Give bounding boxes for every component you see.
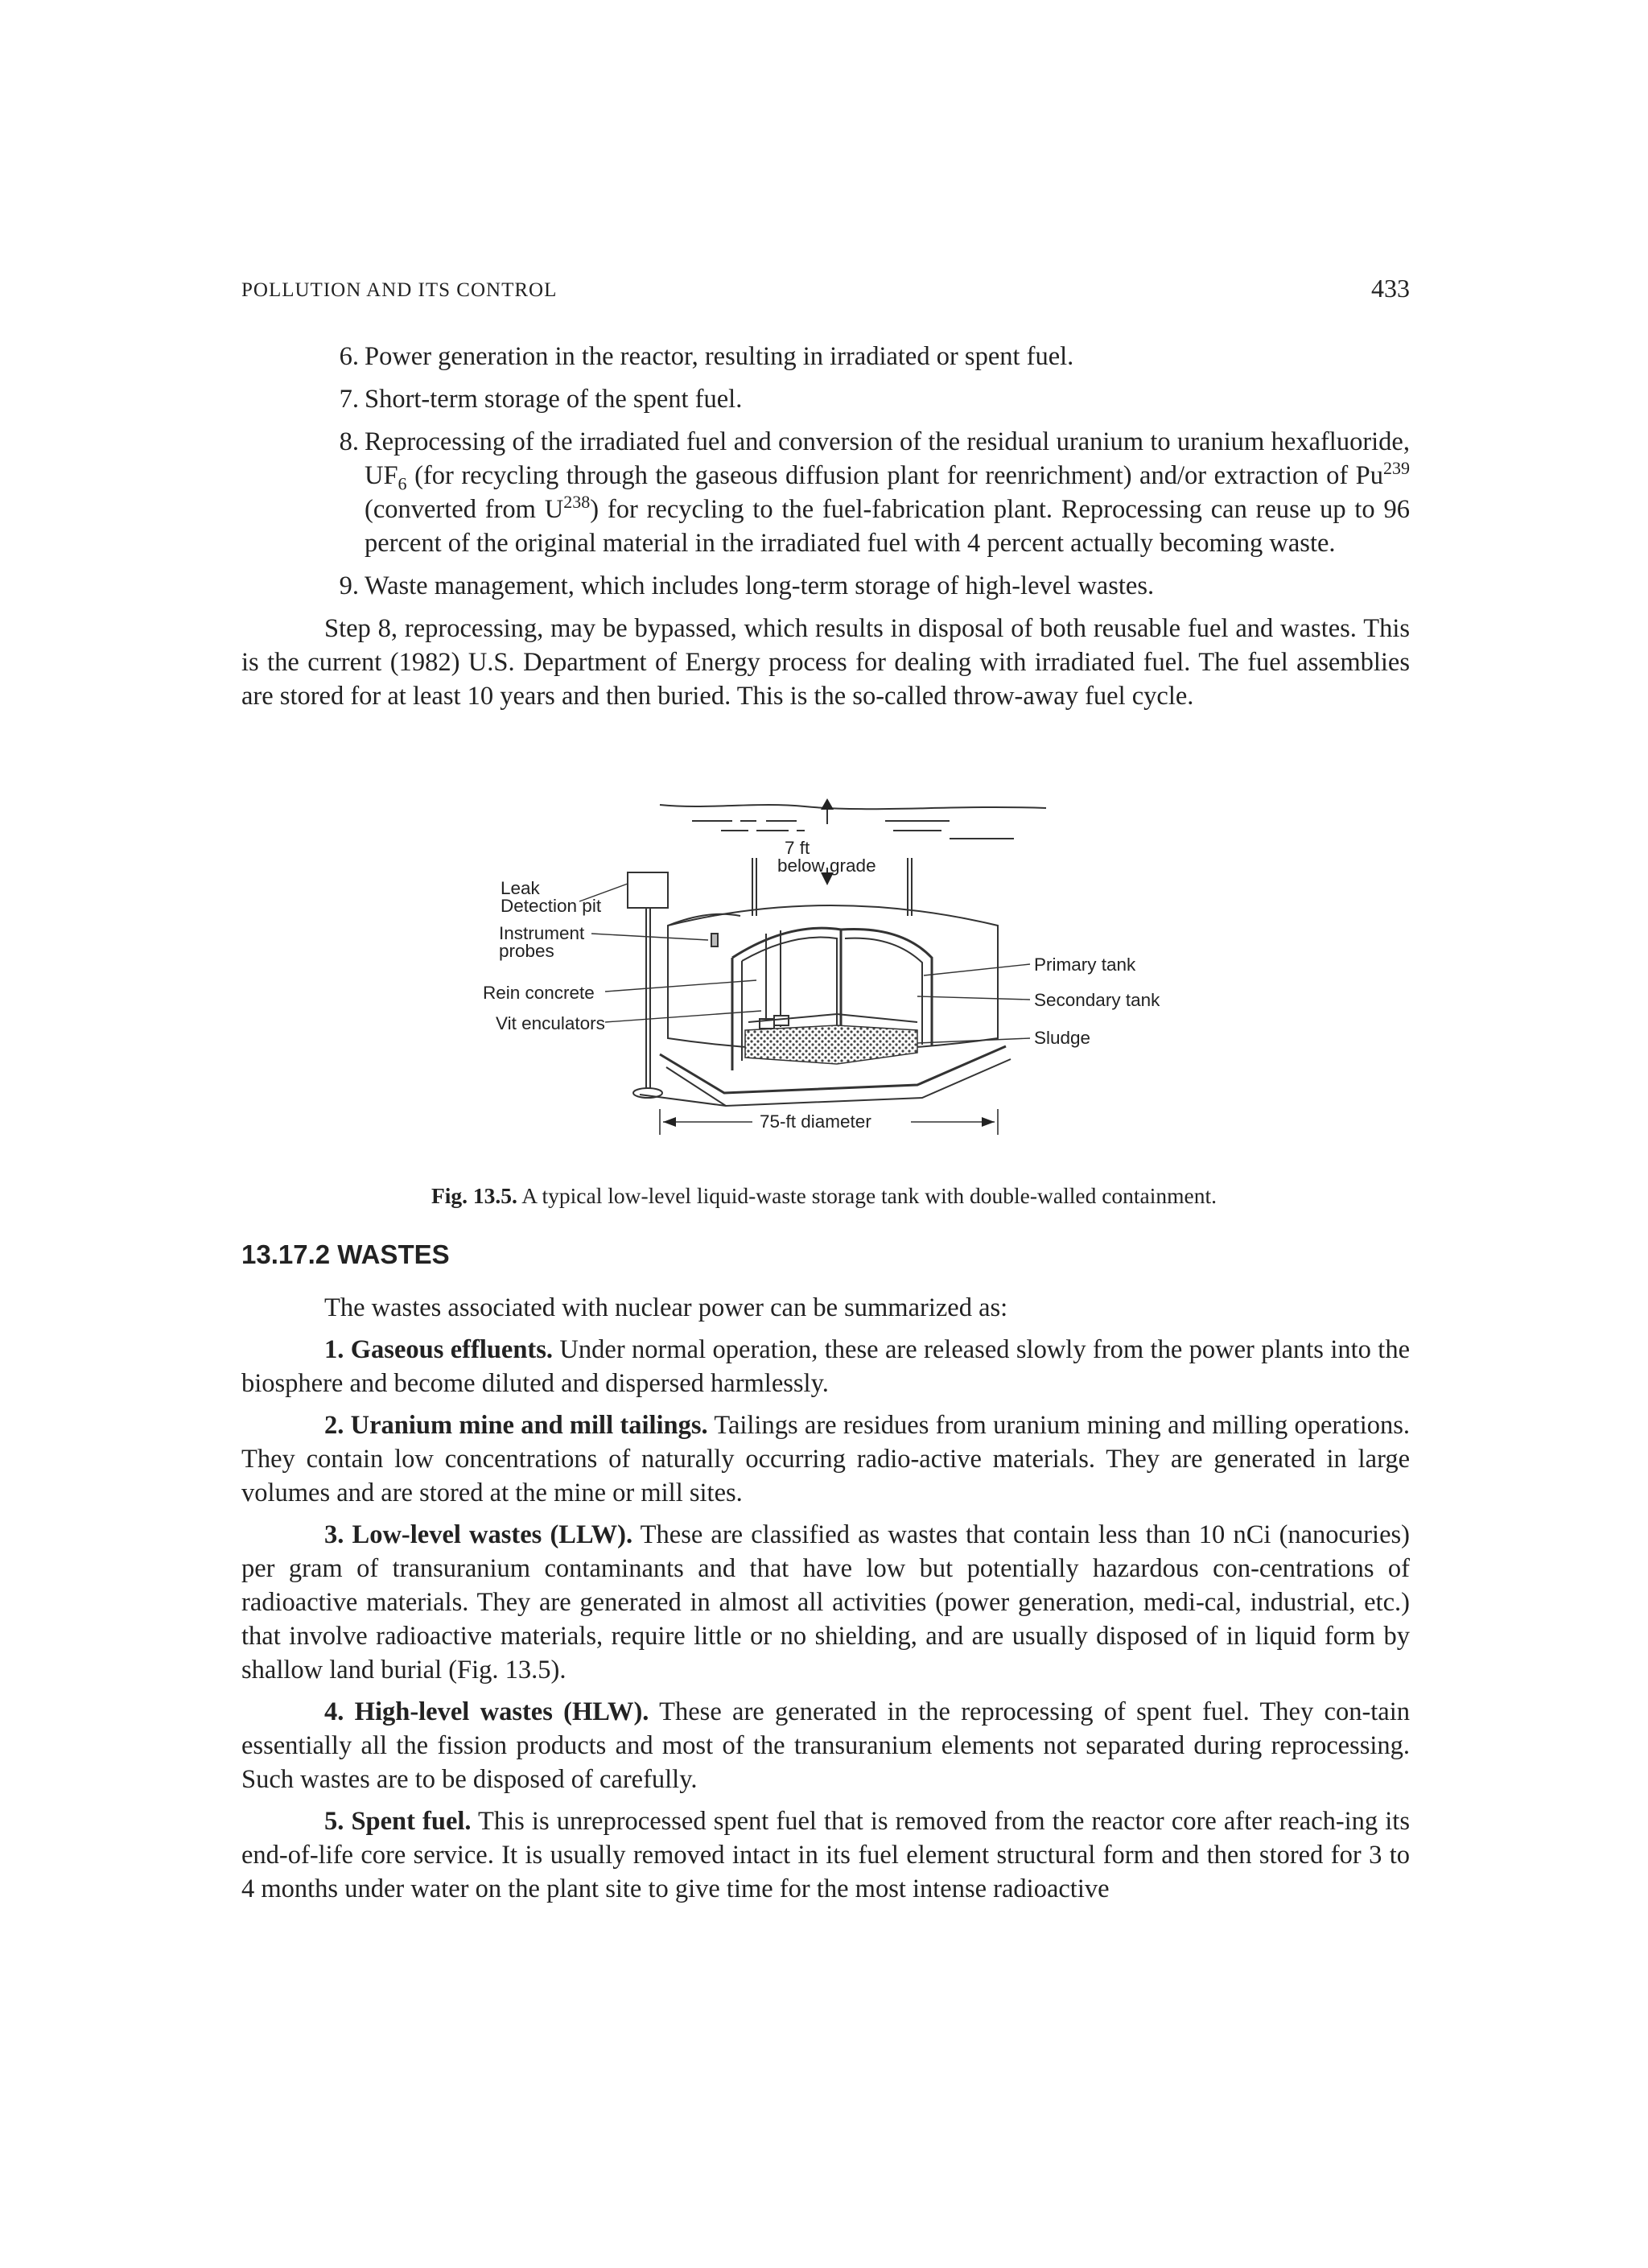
waste-item-title: 5. Spent fuel. [324,1807,472,1836]
leak-label-line1: Leak [501,878,540,898]
waste-item-title: 3. Low-level wastes (LLW). [324,1520,633,1549]
waste-item [241,1695,1410,1796]
waste-item-text: These are classified as wastes that contain less than 10 nCi (nanocuries) per gram of transuranium contaminants and that have low but potentially hazardous con-centrations of radioactive materials. They are generated in almost all activities (power generation, medi-cal, industrial, etc.) that involve radioactive materials, require little or no shielding, and are usually disposed of in liquid form by shallow land burial (Fig. 13.5). [241,1520,1410,1685]
list-item [241,382,1410,416]
diameter-label: 75-ft diameter [760,1111,871,1132]
waste-item [241,1518,1410,1687]
waste-item [241,1804,1410,1906]
depth-label-line1: 7 ft [785,838,810,858]
subscript: 6 [398,473,407,494]
caption-text: A typical low-level liquid-waste storage tank with double-walled containment. [517,1183,1217,1208]
waste-item-text: Tailings are residues from uranium mining and milling operations. They contain low concentrations of naturally occurring radio-active materials. They are generated in large volumes and are stored at the mine or mill sites. [241,1411,1410,1507]
waste-item-text: This is unreprocessed spent fuel that is removed from the reactor core after reach-ing its end-of-life core service. It is usually removed intact in its fuel element structural form and then stored for 3 to 4 months under water on the plant site to give time for the most intense radioactive [241,1807,1410,1903]
figure-storage-tank [467,789,1191,1143]
waste-item [241,1333,1410,1400]
superscript: 238 [563,492,591,513]
waste-item-text: These are generated in the reprocessing of spent fuel. They con-tain essentially all the fission products and most of the transuranium elements not separated during reprocessing. Such wastes are to be disposed of carefully. [241,1697,1411,1794]
list-text: Reprocessing of the irradiated fuel and conversion of the residual uranium to uranium hexafluoride, UF [365,427,1410,490]
intro-paragraph: The wastes associated with nuclear power can be summarized as: [324,1293,1008,1322]
list-item [241,569,1410,603]
probes-label-line1: Instrument [499,923,585,943]
list-text: Waste management, which includes long-term storage of high-level wastes. [365,571,1155,600]
list-text: (converted from U [365,495,564,524]
waste-item [241,1408,1410,1510]
process-list [241,340,1410,713]
waste-item-title: 1. Gaseous effluents. [324,1335,554,1364]
vit-enculators-label: Vit enculators [496,1013,605,1033]
list-number: 7. [339,385,359,414]
figure-caption [0,1183,1648,1209]
waste-item-title: 4. High-level wastes (HLW). [324,1697,649,1726]
step8-paragraph: Step 8, reprocessing, may be bypassed, which results in disposal of both reusable fuel and wastes. This is the current (1982) U.S. Department of Energy process for dealing with irradiated fuel. The fuel assemblies are stored for at least 10 years and then buried. This is the so-called throw-away fuel cycle. [241,614,1410,711]
waste-item-text: Under normal operation, these are released slowly from the power plants into the biosphere and become diluted and dispersed harmlessly. [241,1335,1410,1398]
sludge-label: Sludge [1034,1028,1091,1048]
page-number: 433 [1371,274,1410,303]
waste-item-title: 2. Uranium mine and mill tailings. [324,1411,708,1440]
caption-label: Fig. 13.5. [431,1183,517,1208]
depth-label-line2: below grade [777,856,876,876]
list-number: 8. [339,427,359,456]
section-heading: 13.17.2 WASTES [241,1239,450,1269]
list-number: 6. [339,342,359,371]
list-item [241,340,1410,373]
list-text: ) for recycling to the fuel-fabrication plant. Reprocessing can reuse up to 96 percent of the original material in the irradiated fuel with 4 percent actually becoming waste. [365,495,1410,558]
list-text: Power generation in the reactor, resulting in irradiated or spent fuel. [365,342,1074,371]
wastes-section-body [241,1291,1410,1906]
list-item [241,425,1410,560]
leak-label-line2: Detection pit [501,896,602,916]
superscript: 239 [1383,458,1410,479]
probes-label-line2: probes [499,941,554,961]
rein-concrete-label: Rein concrete [483,983,595,1003]
secondary-tank-label: Secondary tank [1034,990,1160,1010]
list-number: 9. [339,571,359,600]
list-text: Short-term storage of the spent fuel. [365,385,743,414]
list-text: (for recycling through the gaseous diffusion plant for reenrichment) and/or extraction of Pu [406,461,1383,490]
primary-tank-label: Primary tank [1034,955,1136,975]
running-head: POLLUTION AND ITS CONTROL [241,279,558,301]
